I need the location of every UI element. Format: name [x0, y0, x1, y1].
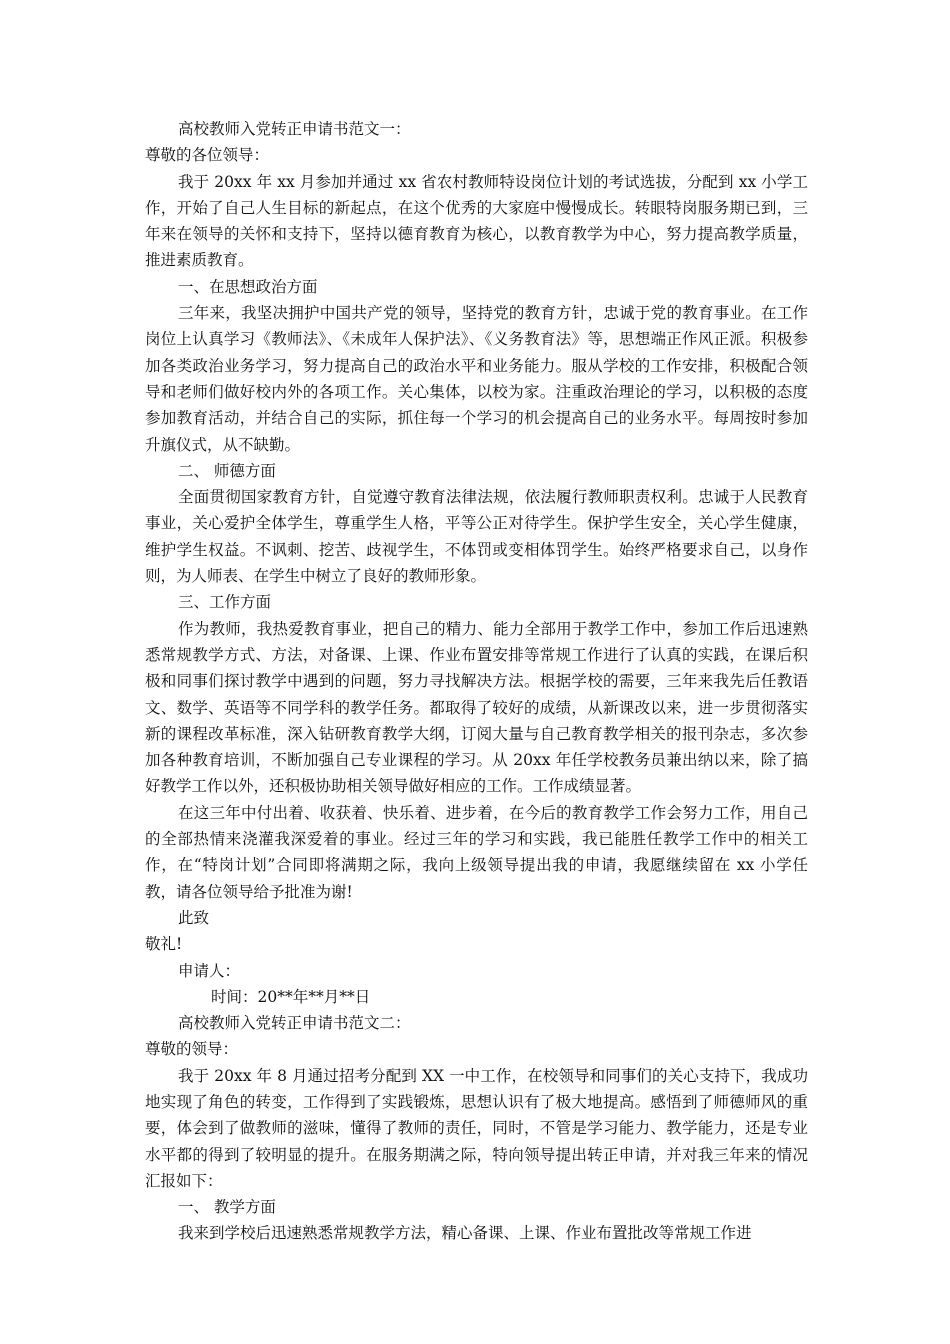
body-paragraph: 我于 20xx 年 8 月通过招考分配到 XX 一中工作，在校领导和同事们的关心支持下，我成功地实现了角色的转变，工作得到了实践锻炼，思想认识有了极大地提高。感悟到了师德师风的重要，体会到了做教师的滋味，懂得了教师的责任，同时，不管是学习能力、教学能力，还是专业水平都的得到了较明显的提升。在服务期满之际，特向领导提出转正申请，并对我三年来的情况汇报如下：	[145, 1066, 808, 1190]
salutation: 尊敬的领导：	[145, 1040, 239, 1059]
subheading: 三、工作方面	[178, 593, 272, 612]
document-page	[145, 116, 808, 1247]
body-paragraph: 作为教师，我热爱教育事业，把自己的精力、能力全部用于教学工作中，参加工作后迅速熟悉常规教学方式、方法，对备课、上课、作业布置安排等常规工作进行了认真的实践，在课后积极和同事们探讨教学中遇到的问题，努力寻找解决方法。根据学校的需要，三年来我先后任教语文、数学、英语等不同学科的教学任务。都取得了较好的成绩，从新课改以来，进一步贯彻落实新的课程改革标准，深入钻研教育教学大纲，订阅大量与自己教育教学相关的报刊杂志，多次参加各种教育培训，不断加强自己专业课程的学习。从 20xx 年任学校教务员兼出纳以来，除了搞好教学工作以外，还积极协助相关领导做好相应的工作。工作成绩显著。	[145, 619, 808, 796]
body-paragraph: 我来到学校后迅速熟悉常规教学方法，精心备课、上课、作业布置批改等常规工作进	[178, 1224, 752, 1243]
subheading: 一、 教学方面	[178, 1198, 276, 1217]
date-line: 时间：20**年**月**日	[211, 987, 371, 1006]
closing-phrase: 此致	[178, 908, 210, 927]
body-paragraph: 在这三年中付出着、收获着、快乐着、进步着，在今后的教育教学工作会努力工作，用自己的全部热情来浇灌我深爱着的事业。经过三年的学习和实践，我已能胜任教学工作中的相关工作，在“特岗计划”合同即将满期之际，我向上级领导提出我的申请，我愿继续留在 xx 小学任教，请各位领导给予批准为谢!	[145, 803, 808, 901]
body-paragraph: 全面贯彻国家教育方针，自觉遵守教育法律法规，依法履行教师职责权利。忠诚于人民教育事业，关心爱护全体学生，尊重学生人格，平等公正对待学生。保护学生安全，关心学生健康，维护学生权益。不讽刺、挖苦、歧视学生，不体罚或变相体罚学生。始终严格要求自己，以身作则，为人师表、在学生中树立了良好的教师形象。	[145, 488, 808, 586]
subheading: 二、 师德方面	[178, 461, 276, 480]
applicant-line: 申请人：	[178, 961, 241, 980]
section-title-one: 高校教师入党转正申请书范文一：	[178, 120, 411, 138]
salutation: 尊敬的各位领导：	[145, 146, 270, 165]
body-paragraph: 三年来，我坚决拥护中国共产党的领导，坚持党的教育方针，忠诚于党的教育事业。在工作岗位上认真学习《教师法》、《未成年人保护法》、《义务教育法》等，思想端正作风正派。积极参加各类政治业务学习，努力提高自己的政治水平和业务能力。服从学校的工作安排，积极配合领导和老师们做好校内外的各项工作。关心集体，以校为家。注重政治理论的学习，以积极的态度参加教育活动，并结合自己的实际，抓住每一个学习的机会提高自己的业务水平。每周按时参加升旗仪式，从不缺勤。	[145, 304, 808, 454]
body-paragraph: 我于 20xx 年 xx 月参加并通过 xx 省农村教师特设岗位计划的考试选拔，分配到 xx 小学工作，开始了自己人生目标的新起点，在这个优秀的大家庭中慢慢成长。转眼特岗服务期已到，三年来在领导的关怀和支持下，坚持以德育教育为核心，以教育教学为中心，努力提高教学质量，推进素质教育。	[145, 172, 808, 270]
closing-salute: 敬礼!	[145, 935, 183, 954]
section-title-two: 高校教师入党转正申请书范文二：	[178, 1014, 411, 1033]
subheading: 一、在思想政治方面	[178, 277, 318, 296]
